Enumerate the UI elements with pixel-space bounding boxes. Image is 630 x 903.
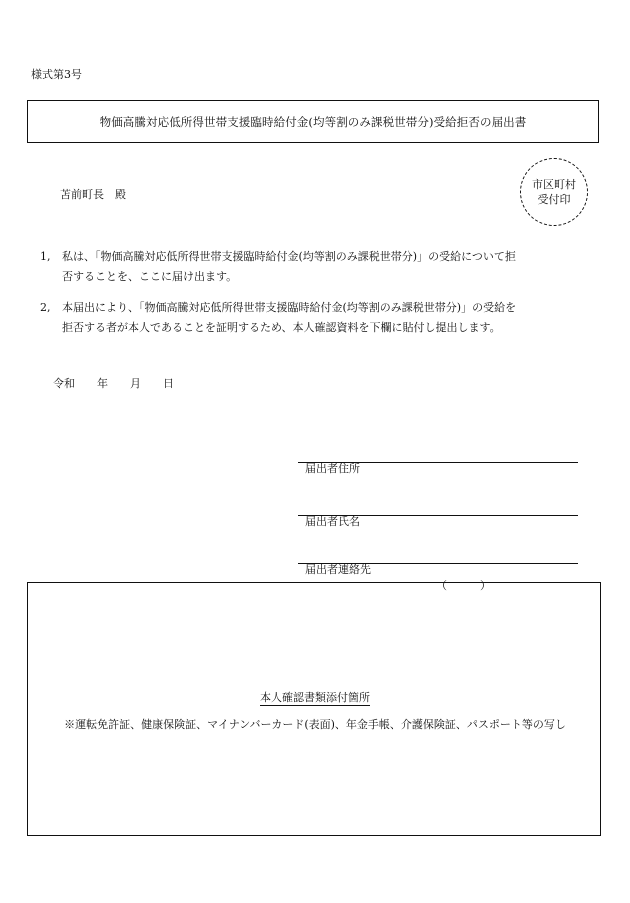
paragraph-text: 私は、「物価高騰対応低所得世帯支援臨時給付金(均等割のみ課税世帯分)」の受給について拒 bbox=[62, 250, 516, 263]
name-label: 届出者氏名 bbox=[305, 515, 360, 528]
contact-field[interactable] bbox=[298, 548, 578, 592]
paragraph-2 bbox=[40, 298, 585, 338]
id-document-attachment-area bbox=[27, 582, 601, 836]
id-section-note: ※運転免許証、健康保険証、マイナンバーカード(表面)、年金手帳、介護保険証、パスポート等の写し bbox=[64, 718, 566, 731]
date-line: 令和 年 月 日 bbox=[53, 377, 174, 390]
addressee: 苫前町長 殿 bbox=[60, 188, 126, 201]
contact-label: 届出者連絡先 bbox=[305, 563, 371, 576]
form-title: 物価高騰対応低所得世帯支援臨時給付金(均等割のみ課税世帯分)受給拒否の届出書 bbox=[99, 114, 527, 129]
paragraph-number: 1, bbox=[40, 250, 51, 263]
stamp-line-2: 受付印 bbox=[537, 193, 571, 206]
paragraph-text: 否することを、ここに届け出ます。 bbox=[62, 270, 238, 283]
contact-parentheses: （ ） bbox=[436, 579, 491, 592]
form-title-box bbox=[27, 100, 599, 143]
id-section-title: 本人確認書類添付箇所 bbox=[260, 691, 370, 704]
form-number: 様式第3号 bbox=[31, 68, 82, 81]
paragraph-number: 2, bbox=[40, 301, 51, 314]
paragraph-text: 本届出により、「物価高騰対応低所得世帯支援臨時給付金(均等割のみ課税世帯分)」の受給を bbox=[62, 301, 517, 314]
reception-stamp-area bbox=[520, 158, 588, 226]
address-label: 届出者住所 bbox=[305, 462, 360, 475]
paragraph-1 bbox=[40, 247, 585, 287]
paragraph-text: 拒否する者が本人であることを証明するため、本人確認資料を下欄に貼付し提出します。 bbox=[62, 321, 501, 334]
address-field[interactable] bbox=[298, 447, 578, 475]
name-field[interactable] bbox=[298, 500, 578, 528]
stamp-line-1: 市区町村 bbox=[532, 178, 576, 191]
